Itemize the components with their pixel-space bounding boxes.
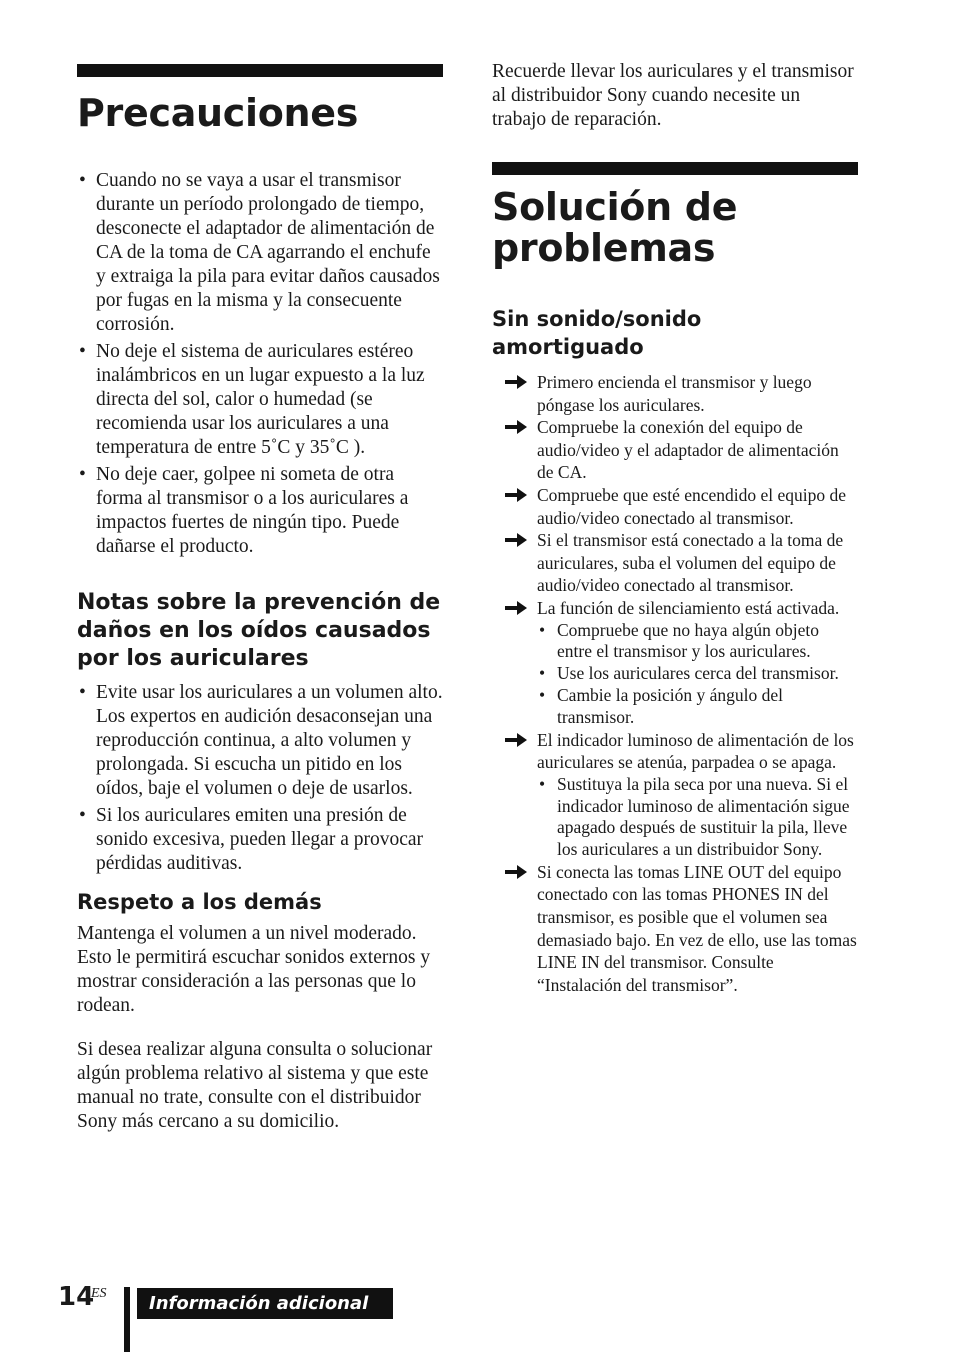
arrow-right-icon — [505, 533, 527, 547]
arrow-right-icon — [505, 601, 527, 615]
list-item: • Compruebe que no haya algún objeto entre el transmisor y los auriculares. — [537, 620, 858, 664]
page-title-solucion: Solución de problemas — [492, 185, 738, 270]
list-item: • Si los auriculares emiten una presión de sonido excesiva, pueden llegar a provocar pérdidas auditivas. — [77, 804, 443, 876]
list-item: • Sustituya la pila seca por una nueva. Si el indicador luminoso de alimentación sigue apagado después de sustituir la pila, lleve los auriculares a un distribuidor Sony. — [537, 774, 858, 861]
right-column — [492, 60, 858, 996]
arrow-right-icon — [505, 488, 527, 502]
notes-heading: Notas sobre la prevención de daños en los oídos causados por los auriculares — [77, 590, 441, 671]
footer-divider — [124, 1287, 130, 1352]
troubleshooting-item — [492, 416, 858, 484]
section-label: Información adicional — [137, 1288, 393, 1319]
notes-list — [77, 681, 443, 876]
page-number: 14 — [58, 1282, 95, 1312]
list-item: • Evite usar los auriculares a un volumen alto. Los expertos en audición desaconsejan una reproducción continua, a alto volumen y prolongada. Si escucha un pitido en los oídos, baje el volumen o deje de usarlos. — [77, 681, 443, 801]
consult-paragraph: Si desea realizar alguna consulta o solucionar algún problema relativo al sistema y que este manual no trate, consulte con el distribuidor Sony más cercano a su domicilio. — [77, 1039, 433, 1132]
left-column — [77, 64, 443, 1134]
arrow-right-icon — [505, 420, 527, 434]
troubleshooting-item — [492, 529, 858, 597]
troubleshooting-item — [492, 597, 858, 729]
troubleshooting-text: La función de silenciamiento está activada. — [537, 597, 840, 618]
troubleshooting-subitems — [537, 620, 858, 729]
respect-heading: Respeto a los demás — [77, 890, 322, 914]
troubleshooting-text: Si el transmisor está conectado a la toma de auriculares, suba el volumen del equipo de audio/video conectado al transmisor. — [537, 530, 844, 596]
repair-note: Recuerde llevar los auriculares y el transmisor al distribuidor Sony cuando necesite un trabajo de reparación. — [492, 61, 854, 130]
troubleshooting-item — [492, 729, 858, 861]
troubleshooting-item — [492, 861, 858, 997]
arrow-right-icon — [505, 865, 527, 879]
list-item: • No deje el sistema de auriculares estéreo inalámbricos en un lugar expuesto a la luz directa del sol, calor o humedad (se recomienda usar los auriculares a una temperatura de entre 5˚C y 35˚C ). — [77, 340, 443, 460]
list-item: • Use los auriculares cerca del transmisor. — [537, 663, 858, 685]
troubleshooting-subitems — [537, 774, 858, 861]
arrow-right-icon — [505, 375, 527, 389]
troubleshooting-list — [492, 371, 858, 996]
troubleshooting-item — [492, 484, 858, 529]
list-item: • Cuando no se vaya a usar el transmisor durante un período prolongado de tiempo, desconecte el adaptador de alimentación de CA de la toma de CA agarrando el enchufe y extraiga la pila para evitar daños causados por fugas en la misma y la consecuente corrosión. — [77, 169, 443, 337]
troubleshooting-text: El indicador luminoso de alimentación de los auriculares se atenúa, parpadea o se apaga. — [537, 729, 854, 773]
list-item: • No deje caer, golpee ni someta de otra forma al transmisor o a los auriculares a impactos fuertes de ningún tipo. Puede dañarse el producto. — [77, 463, 443, 559]
page-language-suffix: ES — [91, 1286, 107, 1301]
troubleshooting-text: Compruebe la conexión del equipo de audio/video y el adaptador de alimentación de CA. — [537, 417, 839, 483]
troubleshooting-text: Primero encienda el transmisor y luego póngase los auriculares. — [537, 372, 812, 415]
page-title-precauciones: Precauciones — [77, 91, 359, 135]
respect-paragraph: Mantenga el volumen a un nivel moderado. Esto le permitirá escuchar sonidos externos y mostrar consideración a las personas que lo rodean. — [77, 923, 431, 1016]
troubleshooting-item — [492, 371, 858, 416]
title-rule — [77, 64, 443, 77]
troubleshooting-text: Si conecta las tomas LINE OUT del equipo conectado con las tomas PHONES IN del transmisor, es posible que el volumen sea demasiado bajo. En vez de ello, use las tomas LINE IN del transmisor. Consulte “Instalación del transmisor”. — [537, 861, 857, 995]
no-sound-heading: Sin sonido/sonido amortiguado — [492, 307, 702, 359]
troubleshooting-text: Compruebe que esté encendido el equipo de audio/video conectado al transmisor. — [537, 484, 847, 528]
precautions-list — [77, 169, 443, 559]
title-rule — [492, 162, 858, 175]
arrow-right-icon — [505, 733, 527, 747]
list-item: • Cambie la posición y ángulo del transmisor. — [537, 685, 858, 729]
